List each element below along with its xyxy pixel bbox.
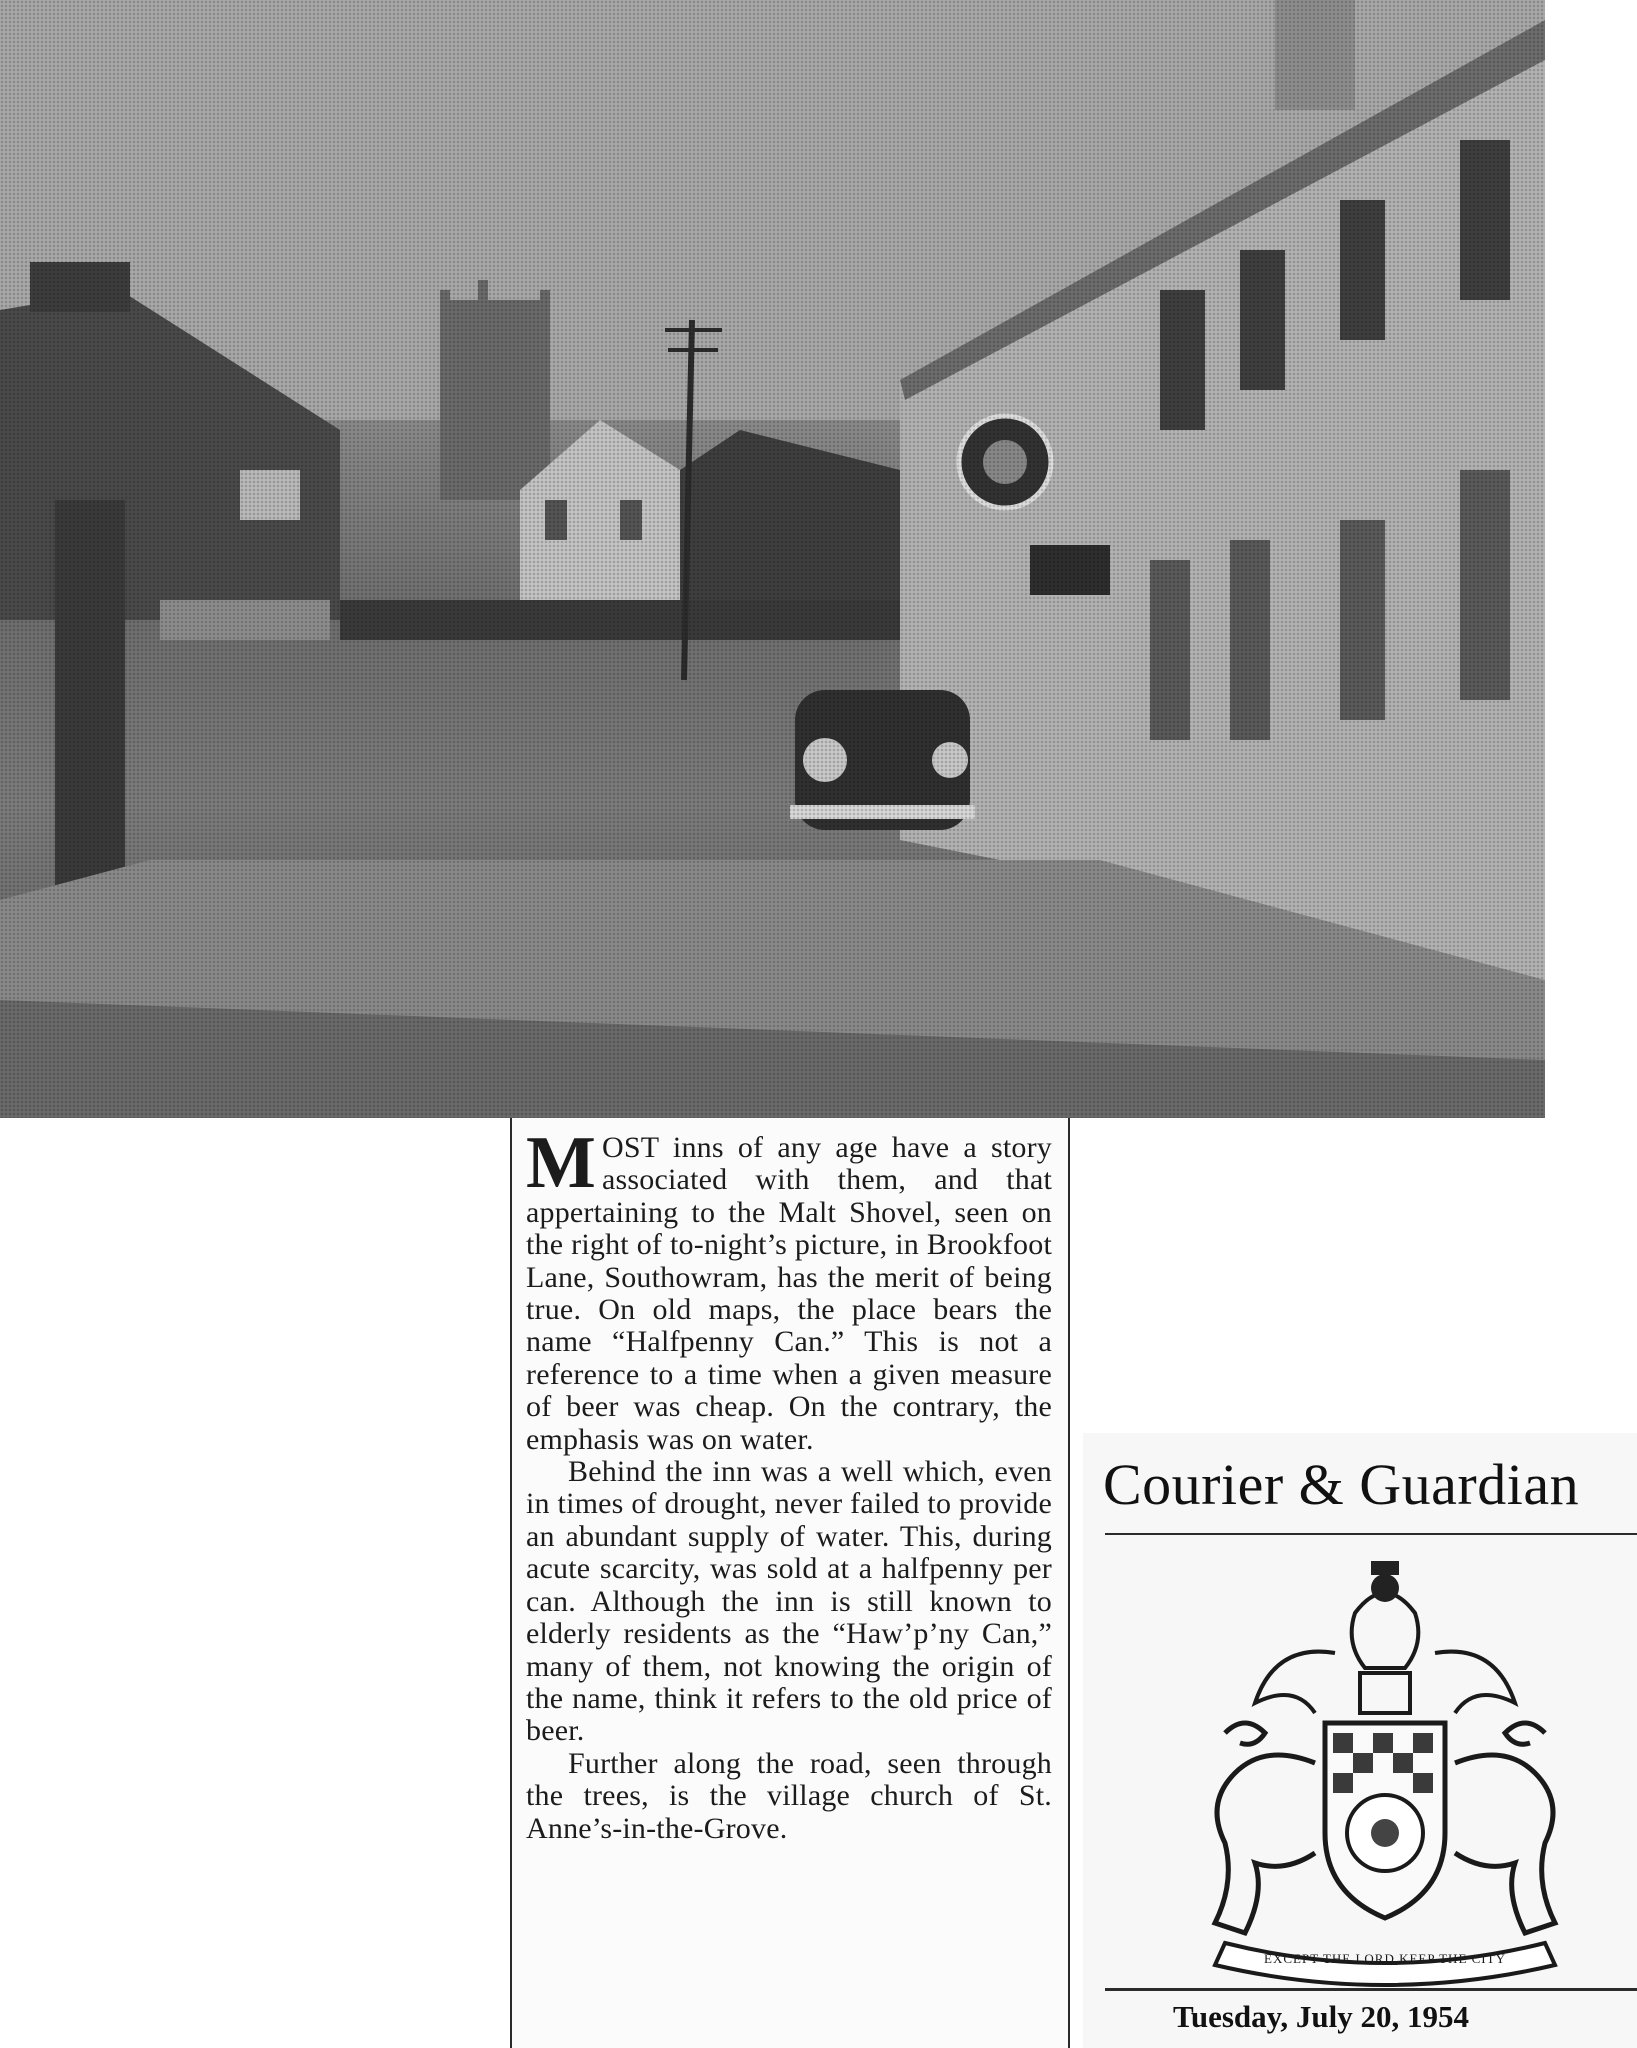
masthead-panel [1083, 1433, 1637, 2048]
article-paragraph-1-text: OST inns of any age have a story associated with them, and that appertaining to the Malt Shovel, seen on the right of to-night’s picture, in Brookfoot Lane, Southowram, has the merit of being true. On old maps, the place bears the name “Halfpenny Can.” This is not a reference to a time when a given measure of beer was cheap. On the contrary, the emphasis was on water. [526, 1131, 1052, 1456]
article-paragraph-3: Further along the road, seen through the trees, is the village church of St. Anne’s-in-the-Grove. [526, 1746, 1052, 1845]
article-column [510, 1118, 1070, 2048]
masthead-rule-bottom [1105, 1988, 1637, 1991]
parked-car [790, 690, 975, 830]
middle-houses [340, 420, 900, 640]
article-paragraph-1 [526, 1122, 1052, 1456]
newspaper-title: Courier & Guardian [1103, 1452, 1580, 1517]
drop-cap: M [526, 1122, 597, 1204]
article-paragraph-2: Behind the inn was a well which, even in times of drought, never failed to provide an abundant supply of water. This, during acute scarcity, was sold at a halfpenny per can. Although the inn is still known to elderly residents as the “Haw’p’ny Can,” many of them, not knowing the origin of the name, think it refers to the old price of beer. [526, 1455, 1052, 1748]
coat-of-arms-icon [1185, 1553, 1585, 1993]
church-tower [440, 280, 550, 500]
crest-motto: EXCEPT THE LORD KEEP THE CITY [1264, 1951, 1506, 1966]
publication-date: Tuesday, July 20, 1954 [1173, 1999, 1470, 2034]
masthead-rule-top [1105, 1533, 1637, 1535]
